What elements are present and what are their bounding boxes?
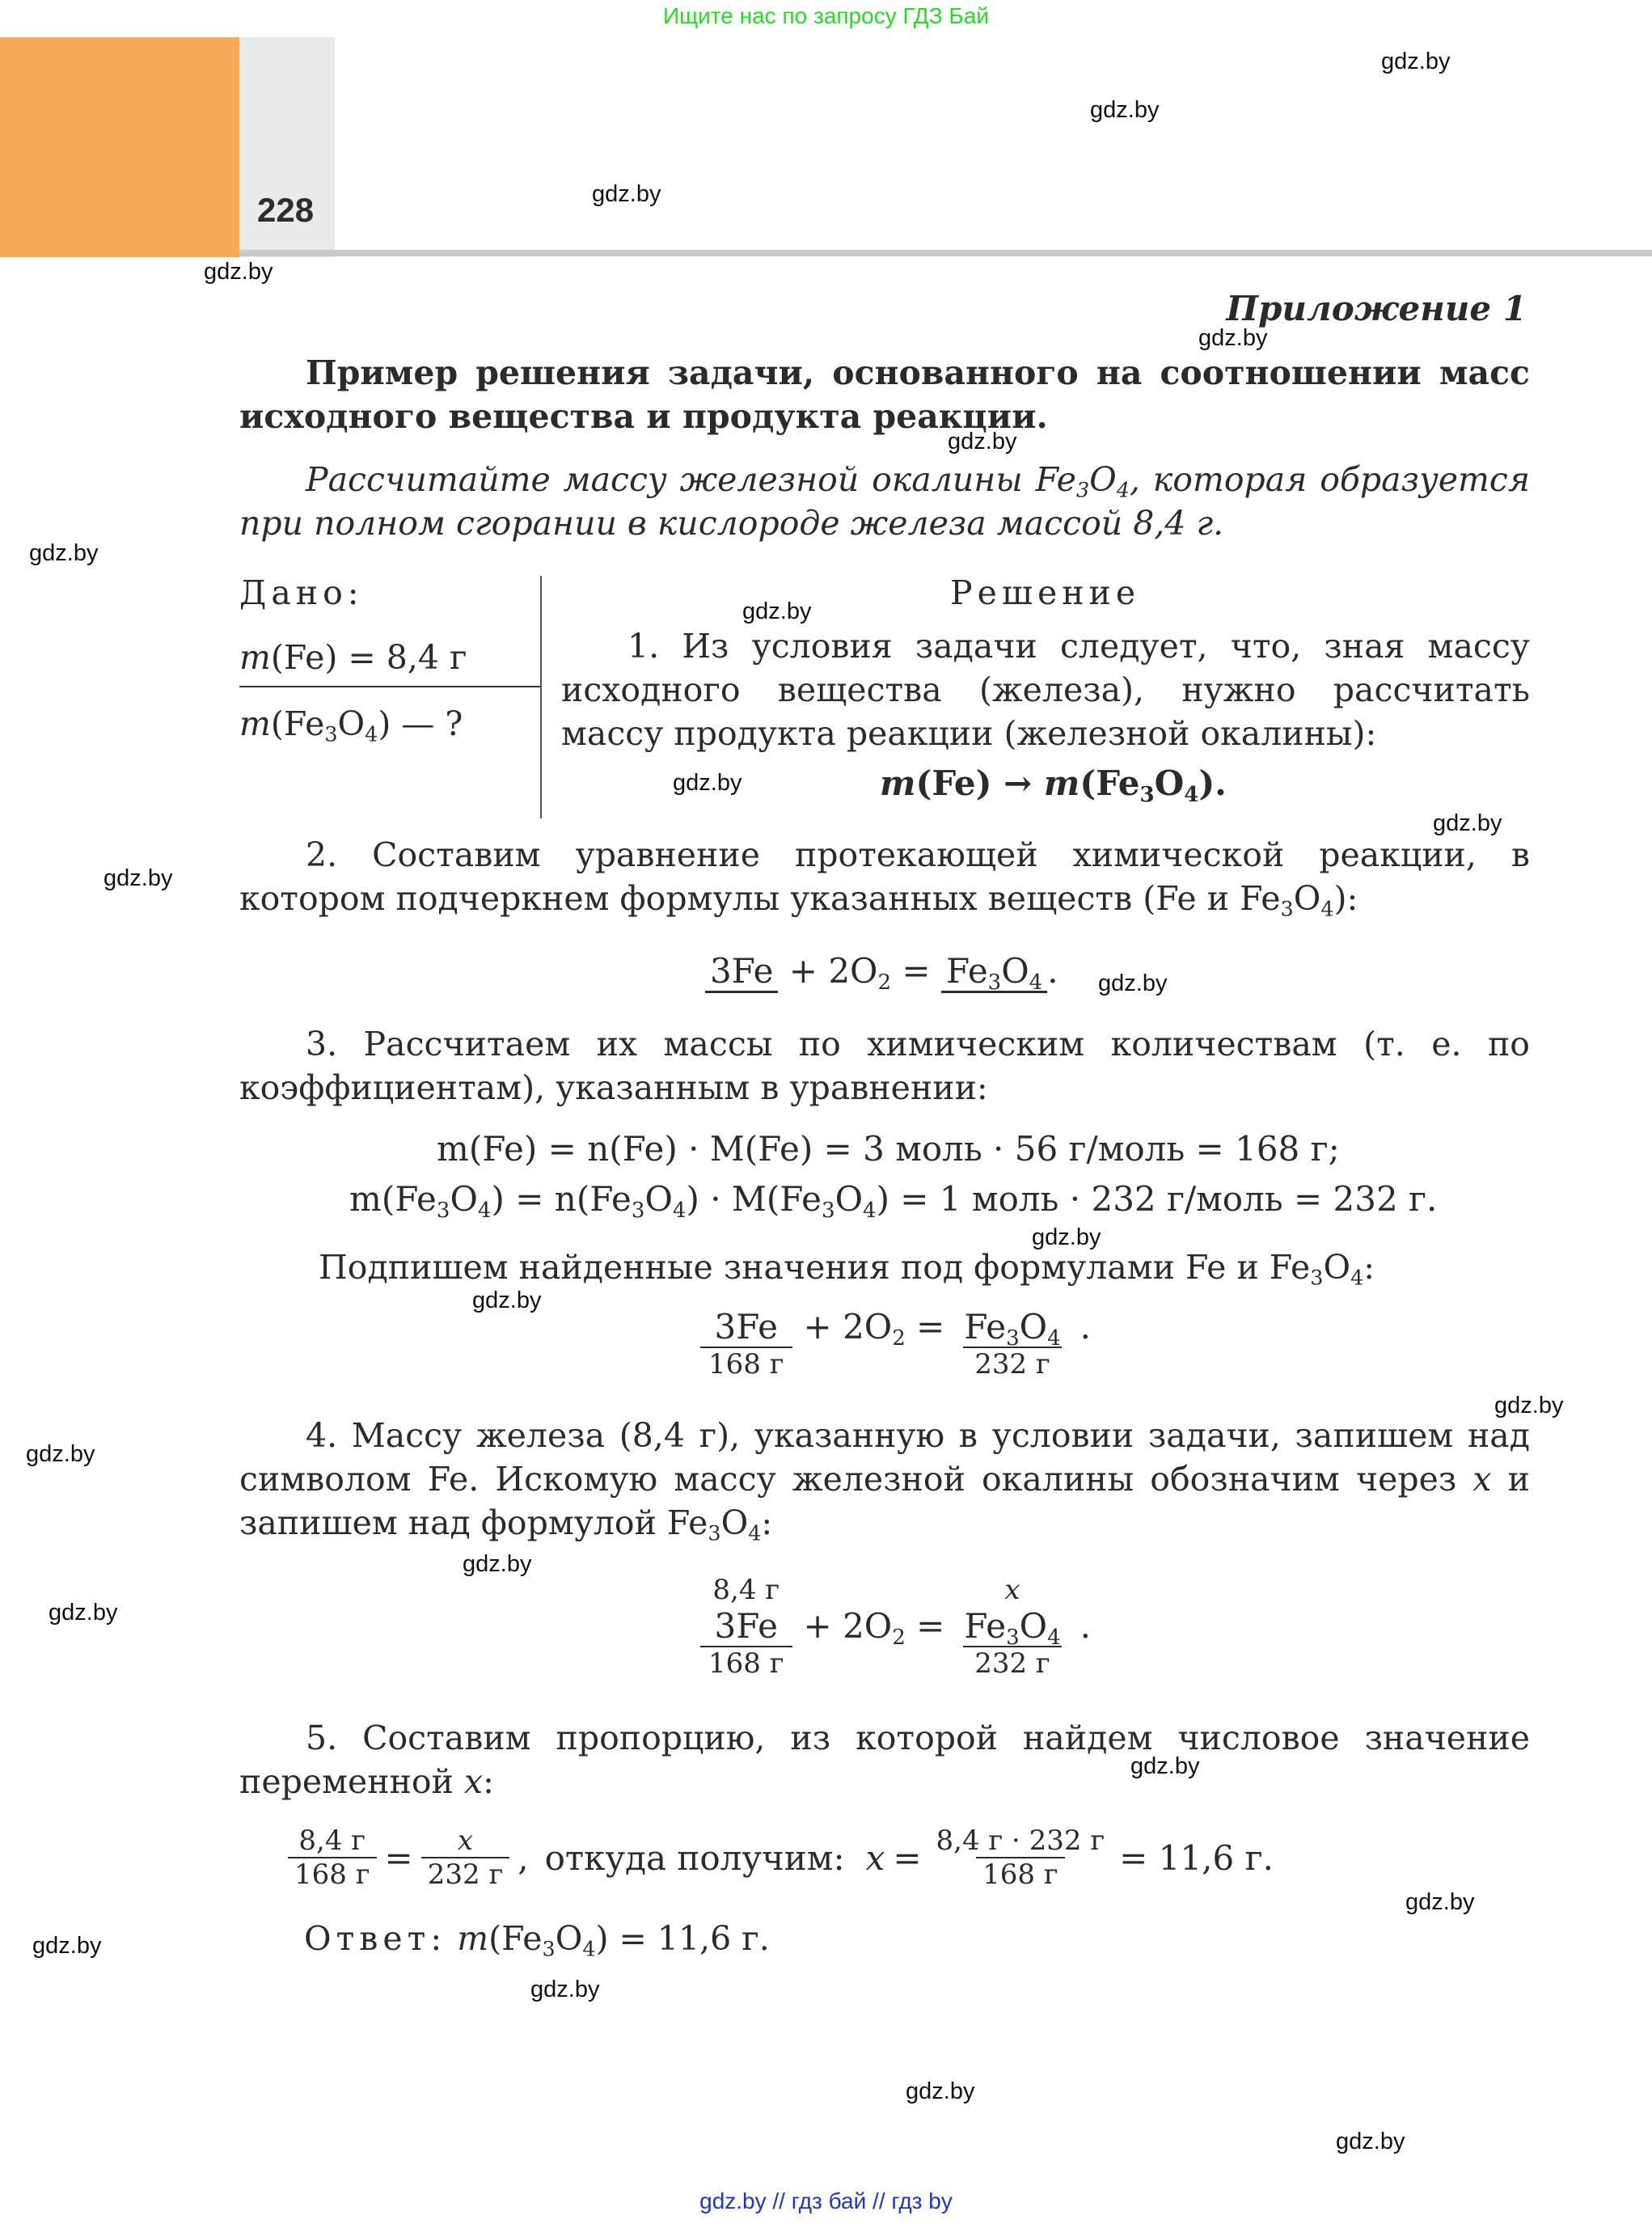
answer: Ответ: $m(Fe_3O_4) = 11,6$ г. bbox=[304, 1919, 770, 1961]
watermark: gdz.by bbox=[32, 1933, 102, 1959]
header-divider bbox=[239, 250, 1652, 256]
solution-step-3: 3. Рассчитаем их массы по химическим количествам (т. е. по коэффициентам), указанным в уравнении: bbox=[239, 1025, 1530, 1107]
step1-formula: $m(Fe) \to m(Fe_3O_4)$. bbox=[880, 763, 1227, 807]
watermark: gdz.by bbox=[49, 1600, 118, 1626]
watermark: gdz.by bbox=[742, 598, 812, 624]
section-heading: Пример решения задачи, основанного на соотношении масс исходного вещества и продукта реакции. bbox=[239, 353, 1530, 436]
given-label: Дано: bbox=[239, 573, 364, 612]
calc-mass-fe: m(Fe) = n(Fe) · M(Fe) = 3 моль · 56 г/моль = 168 г; bbox=[437, 1129, 1340, 1169]
watermark: gdz.by bbox=[1405, 1889, 1475, 1915]
reaction-equation-underlined: $3Fe + 2O_2 = Fe_3O_4$ . bbox=[705, 951, 1058, 991]
equation-with-masses: 3Fe 168 г + $2O_2$ = $Fe_3O_4$ 232 г . bbox=[700, 1307, 1091, 1380]
fe3o4-column: $Fe_3O_4$ 232 г bbox=[964, 1307, 1061, 1380]
solution-step-2: 2. Составим уравнение протекающей химической реакции, в котором подчеркнем формулы указанных веществ (Fe и $Fe_3O_4$): bbox=[239, 835, 1530, 921]
watermark: gdz.by bbox=[29, 540, 99, 566]
solution-step-4: 4. Массу железа (8,4 г), указанную в условии задачи, запишем над символом Fe. Искомую массу железной окалины обозначим через x и запишем над формулой $Fe_3O_4$: bbox=[239, 1416, 1530, 1545]
watermark: gdz.by bbox=[1494, 1393, 1564, 1419]
watermark: gdz.by bbox=[463, 1551, 532, 1577]
solution-label: Решение bbox=[950, 573, 1141, 612]
watermark: gdz.by bbox=[26, 1441, 95, 1467]
watermark: gdz.by bbox=[673, 770, 742, 796]
search-hint-banner[interactable]: Ищите нас по запросу ГДЗ Бай bbox=[662, 3, 990, 28]
watermark: gdz.by bbox=[104, 865, 173, 891]
problem-statement: Рассчитайте массу железной окалины $Fe_3O_4$, которая образуется при полном сгорании в кислороде железа массой 8,4 г. bbox=[239, 460, 1530, 543]
proportion: $\frac{8,4 г}{168 г}$ = $\frac{x}{232 г}$ , откуда получим: x = $\frac{8,4 г \cdot 232 г}{168 г}$ = 11,6 г. bbox=[288, 1824, 1274, 1891]
watermark: gdz.by bbox=[204, 259, 273, 285]
page-number: 228 bbox=[257, 191, 315, 229]
watermark: gdz.by bbox=[948, 429, 1017, 455]
watermark: gdz.by bbox=[592, 181, 661, 207]
fe-column: 3Fe 168 г bbox=[700, 1307, 792, 1380]
watermark: gdz.by bbox=[1381, 49, 1451, 74]
given-solution-separator bbox=[540, 576, 542, 818]
watermark: gdz.by bbox=[1198, 325, 1268, 351]
solution-step-5: 5. Составим пропорцию, из которой найдем числовое значение переменной x: bbox=[239, 1719, 1530, 1801]
watermark: gdz.by bbox=[530, 1977, 600, 2002]
watermark: gdz.by bbox=[1130, 1753, 1200, 1779]
solution-step-1: 1. Из условия задачи следует, что, зная массу исходного вещества (железа), нужно рассчитать массу продукта реакции (железной окалины): bbox=[561, 627, 1530, 753]
given-divider bbox=[239, 686, 540, 687]
watermark: gdz.by bbox=[1090, 97, 1160, 123]
watermark: gdz.by bbox=[1098, 970, 1168, 996]
appendix-title: Приложение 1 bbox=[1226, 289, 1527, 328]
calc-mass-fe3o4: $m(Fe_3O_4) = n(Fe_3O_4) \cdot M(Fe_3O_4) = 1$ моль · 232 г/моль = 232 г. bbox=[349, 1179, 1438, 1223]
step3-sign-values: Подпишем найденные значения под формулами Fe и $Fe_3O_4$: bbox=[319, 1248, 1375, 1290]
equation-with-given-and-unknown: 8,4 г 3Fe 168 г + $2O_2$ = x $Fe_3O_4$ 232 г . bbox=[700, 1574, 1091, 1680]
fe3o4-column: x $Fe_3O_4$ 232 г bbox=[964, 1574, 1061, 1680]
watermark: gdz.by bbox=[1336, 2129, 1405, 2154]
chapter-color-block bbox=[0, 37, 239, 257]
given-unknown: $m(Fe_3O_4)$ — ? bbox=[239, 704, 463, 746]
watermark: gdz.by bbox=[1433, 810, 1502, 836]
fe-column: 8,4 г 3Fe 168 г bbox=[700, 1574, 792, 1680]
fe3o4-underlined: $Fe_3O_4$ bbox=[941, 951, 1047, 993]
footer-links[interactable]: gdz.by // гдз бай // гдз by bbox=[699, 2188, 953, 2213]
watermark: gdz.by bbox=[1032, 1224, 1101, 1250]
watermark: gdz.by bbox=[906, 2078, 975, 2104]
given-mass-fe: m(Fe) = 8,4 г bbox=[239, 638, 467, 677]
watermark: gdz.by bbox=[472, 1287, 542, 1313]
